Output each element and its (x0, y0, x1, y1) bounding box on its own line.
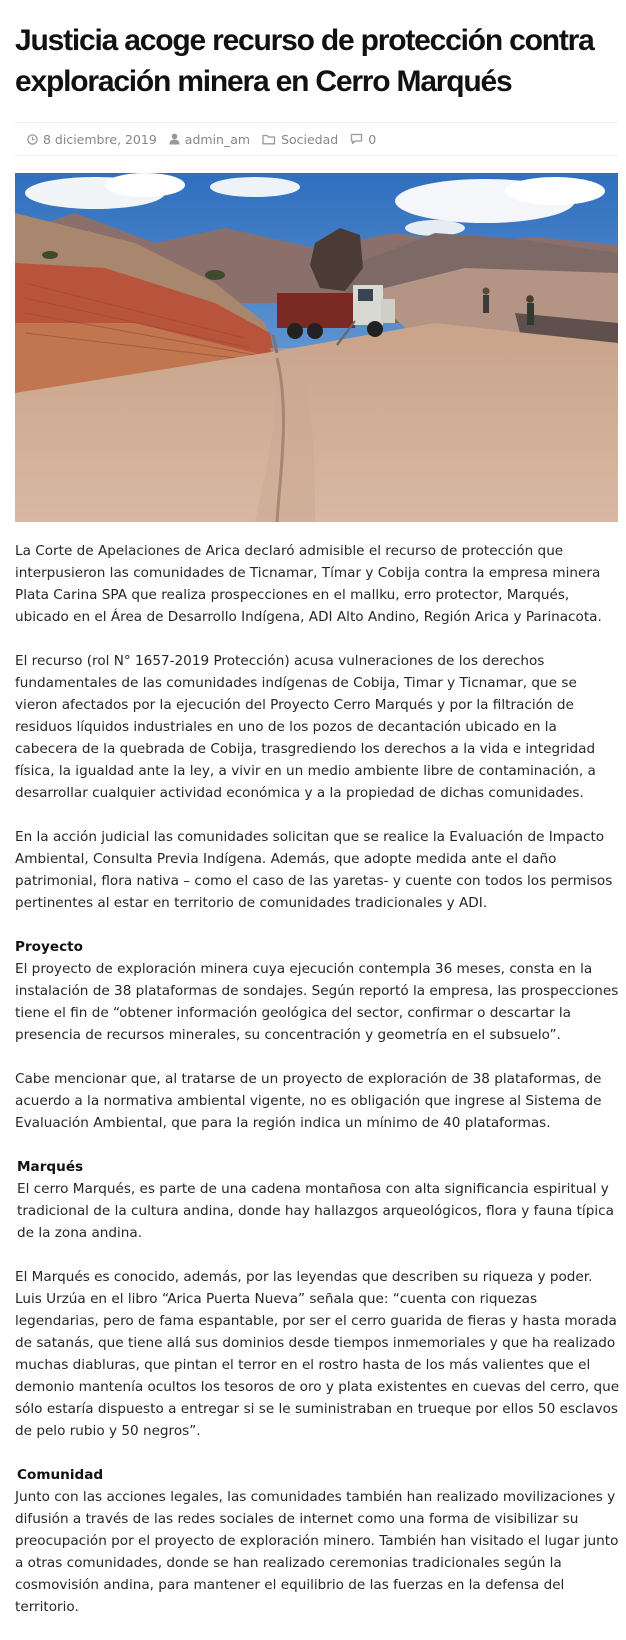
mining-site-photo (15, 173, 618, 522)
post-meta (15, 122, 618, 156)
article-paragraph: Cabe mencionar que, al tratarse de un proyecto de exploración de 38 plataformas, de acuerdo a la normativa ambiental vigente, no es obligación que ingrese al Sistema de Evaluación Ambiental, que para la región indica un mínimo de 40 plataformas. (15, 1071, 602, 1131)
article-paragraph: El proyecto de exploración minera cuya ejecución contempla 36 meses, consta en la instalación de 38 plataformas de sondajes. Según reportó la empresa, las prospecciones tiene el fin de “obtener información geológica del sector, confirmar o descartar la presencia de recursos minerales, su concentración y geometría en el subsuelo”. (15, 961, 619, 1043)
article-paragraph: El recurso (rol N° 1657-2019 Protección) acusa vulneraciones de los derechos fundamentales de las comunidades indígenas de Cobija, Timar y Ticnamar, que se vieron afectados por la ejecución del Proyecto Cerro Marqués y por la filtración de residuos líquidos industriales en uno de los pozos de decantación ubicado en la cabecera de la quebrada de Cobija, trasgrediendo los derechos a la vida e integridad física, la igualdad ante la ley, a vivir en un medio ambiente libre de contaminación, a desarrollar cualquier actividad económica y a la propiedad de dichas comunidades. (15, 653, 596, 801)
comment-icon (350, 133, 363, 145)
article-paragraph: La Corte de Apelaciones de Arica declaró admisible el recurso de protección que interpusieron las comunidades de Ticnamar, Tímar y Cobija contra la empresa minera Plata Carina SPA que realiza prospecciones en el mallku, erro protector, Marqués, ubicado en el Área de Desarrollo Indígena, ADI Alto Andino, Región Arica y Parinacota. (15, 543, 602, 625)
article-title: Justicia acoge recurso de protección contra exploración minera en Cerro Marqués (15, 24, 594, 98)
section-heading-proyecto: Proyecto (15, 939, 83, 955)
post-author-text: admin_am (184, 131, 251, 147)
post-comments-count: 0 (368, 131, 377, 147)
article-paragraph: El Marqués es conocido, además, por las leyendas que describen su riqueza y poder. Luis Urzúa en el libro “Arica Puerta Nueva” señala que: “cuenta con riquezas legendarias, pero de fama espantable, por ser el cerro guarida de fieras y hasta morada de satanás, que tiene allá sus dominios desde tiempos inmemoriales y que ha realizado muchas diabluras, que pintan el terror en el rostro hasta de los más valientes que el demonio mantenía ocultos los tesoros de oro y plata existentes en cuevas del cerro, que sólo estaría dispuesto a entregar si se le suministraban en trueque por ellos 50 esclavos de pelo rubio y 50 negros”. (15, 1269, 620, 1439)
article-paragraph: En la acción judicial las comunidades solicitan que se realice la Evaluación de Impacto Ambiental, Consulta Previa Indígena. Además, que adopte medida ante el daño patrimonial, flora nativa – como el caso de las yaretas- y cuente con todos los permisos pertinentes al estar en territorio de comunidades tradicionales y ADI. (15, 829, 613, 911)
article-body (15, 540, 620, 1640)
section-heading-marques: Marqués (17, 1159, 84, 1175)
article-paragraph: El cerro Marqués, es parte de una cadena montañosa con alta significancia espiritual y tradicional de la cultura andina, donde hay hallazgos arqueológicos, flora y fauna típica de la zona andina. (17, 1181, 614, 1241)
post-author[interactable] (169, 132, 250, 147)
post-date-text: 8 diciembre, 2019 (43, 131, 157, 147)
featured-image (15, 173, 618, 522)
article-paragraph: Junto con las acciones legales, las comunidades también han realizado movilizaciones y difusión a través de las redes sociales de internet como una forma de visibilizar su preocupación por el proyecto de exploración minero. También han visitado el lugar junto a otras comunidades, donde se han realizado ceremonias tradicionales según la cosmovisión andina, para mantener el equilibrio de las fuerzas en la defensa del territorio. (15, 1489, 619, 1615)
post-category[interactable] (262, 132, 338, 147)
clock-icon (27, 134, 38, 145)
section-heading-comunidad: Comunidad (17, 1467, 104, 1483)
post-category-text: Sociedad (281, 131, 339, 147)
post-date[interactable] (27, 132, 157, 147)
folder-icon (262, 134, 276, 145)
user-icon (169, 133, 180, 145)
post-comments[interactable] (350, 132, 376, 147)
